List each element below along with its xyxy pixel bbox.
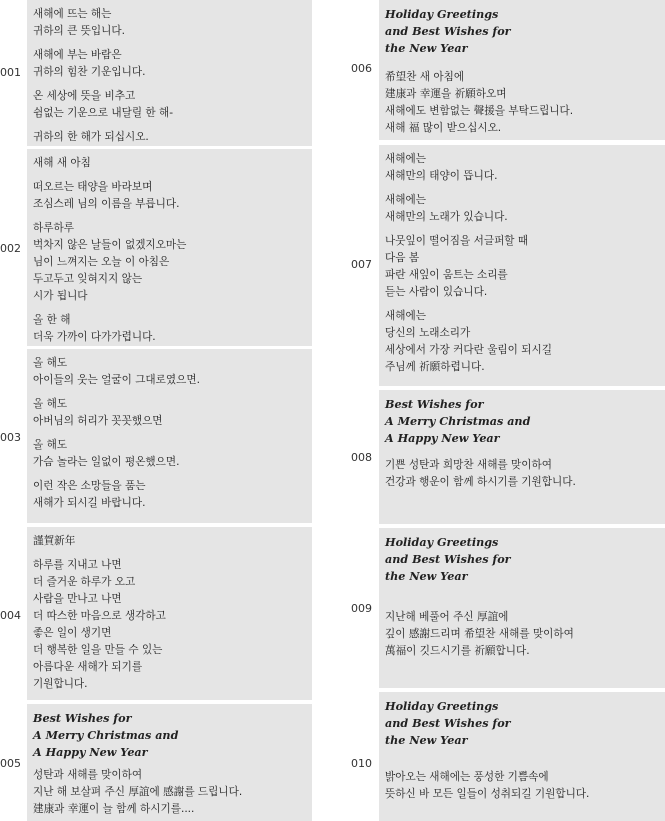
- card-paragraph: 希望찬 새 아침에 建康과 幸運을 祈願하오며 새해에도 변함없는 聲援을 부탁드립니다. 새해 福 많이 받으십시오.: [385, 71, 574, 134]
- card-paragraph: 새해에는 새해만의 태양이 뜹니다.: [385, 153, 498, 182]
- greeting-card[interactable]: [379, 145, 665, 386]
- card-paragraph: 새해에 뜨는 해는 귀하의 큰 뜻입니다.: [33, 8, 125, 37]
- card-number: 010: [351, 757, 372, 770]
- greeting-card[interactable]: [27, 704, 312, 821]
- card-paragraph: 올 해도 아버님의 허리가 꼿꼿했으면: [33, 398, 163, 427]
- card-number: 009: [351, 602, 372, 615]
- greeting-card[interactable]: [27, 149, 312, 346]
- card-title: Holiday Greetings and Best Wishes for the New Year: [385, 699, 511, 747]
- card-paragraph: 하루하루 벅차지 않은 날들이 없겠지오마는 님이 느껴지는 오늘 이 아침은 두고두고 잊혀지지 않는 시가 됩니다: [33, 222, 187, 302]
- card-number: 002: [0, 242, 21, 255]
- card-paragraph: 올 해도 가슴 놀라는 일없이 평온했으면.: [33, 439, 180, 468]
- card-number: 003: [0, 431, 21, 444]
- card-paragraph: 나뭇잎이 떨어짐을 서글퍼할 때 다음 봄 파란 새잎이 움트는 소리를 듣는 사람이 있습니다.: [385, 235, 529, 298]
- card-paragraph: 새해에는 새해만의 노래가 있습니다.: [385, 194, 508, 223]
- card-paragraph: 기쁜 성탄과 희망찬 새해를 맞이하여 건강과 행운이 함께 하시기를 기원합니다.: [385, 459, 576, 488]
- card-number: 008: [351, 451, 372, 464]
- card-paragraph: 올 해도 아이들의 웃는 얼굴이 그대로였으면.: [33, 357, 200, 386]
- card-title: Best Wishes for A Merry Christmas and A Happy New Year: [33, 711, 179, 759]
- card-number: 006: [351, 62, 372, 75]
- card-paragraph: 새해에 부는 바람은 귀하의 힘찬 기운입니다.: [33, 49, 146, 78]
- greeting-card[interactable]: [379, 692, 665, 821]
- card-title: Holiday Greetings and Best Wishes for the New Year: [385, 535, 511, 583]
- card-title: Best Wishes for A Merry Christmas and A Happy New Year: [385, 397, 531, 445]
- card-paragraph: 성탄과 새해를 맞이하여 지난 해 보살펴 주신 厚誼에 感謝를 드립니다. 建康과 幸運이 늘 함께 하시기를....: [33, 769, 243, 815]
- card-paragraph: 새해에는 당신의 노래소리가 세상에서 가장 커다란 울림이 되시길 주님께 祈願하렵니다.: [385, 310, 552, 373]
- card-paragraph: 이런 작은 소망들을 품는 새해가 되시길 바랍니다.: [33, 480, 146, 509]
- greeting-card[interactable]: [27, 349, 312, 523]
- card-number: 005: [0, 757, 21, 770]
- greeting-card[interactable]: [379, 0, 665, 140]
- card-paragraph: 올 한 해 더욱 가까이 다가가렵니다.: [33, 314, 156, 343]
- card-paragraph: 온 세상에 뜻을 비추고 쉼없는 기운으로 내달릴 한 해-: [33, 90, 174, 119]
- card-number: 007: [351, 258, 372, 271]
- card-number: 004: [0, 609, 21, 622]
- card-paragraph: 새해 새 아침: [33, 157, 91, 169]
- card-paragraph: 하루를 지내고 나면 더 즐거운 하루가 오고 사람을 만나고 나면 더 따스한 마음으로 생각하고 좋은 일이 생기면 더 행복한 일을 만들 수 있는 아름다운 새해가 되기를 기원합니다.: [33, 559, 166, 690]
- card-paragraph: 떠오르는 태양을 바라보며 조심스레 님의 이름을 부릅니다.: [33, 181, 180, 210]
- greeting-card[interactable]: [379, 528, 665, 688]
- card-paragraph: 귀하의 한 해가 되십시오.: [33, 131, 149, 143]
- card-paragraph: 謹賀新年: [33, 535, 76, 547]
- greeting-card[interactable]: [27, 527, 312, 700]
- card-number: 001: [0, 66, 21, 79]
- card-title: Holiday Greetings and Best Wishes for the New Year: [385, 7, 511, 55]
- card-paragraph: 밝아오는 새해에는 풍성한 기쁨속에 뜻하신 바 모든 일들이 성취되길 기원합니다.: [385, 771, 590, 800]
- greeting-card[interactable]: [27, 0, 312, 146]
- card-paragraph: 지난해 베풀어 주신 厚誼에 깊이 感謝드리며 希望찬 새해를 맞이하여 萬福이 깃드시기를 祈願합니다.: [385, 611, 574, 657]
- greeting-card[interactable]: [379, 390, 665, 524]
